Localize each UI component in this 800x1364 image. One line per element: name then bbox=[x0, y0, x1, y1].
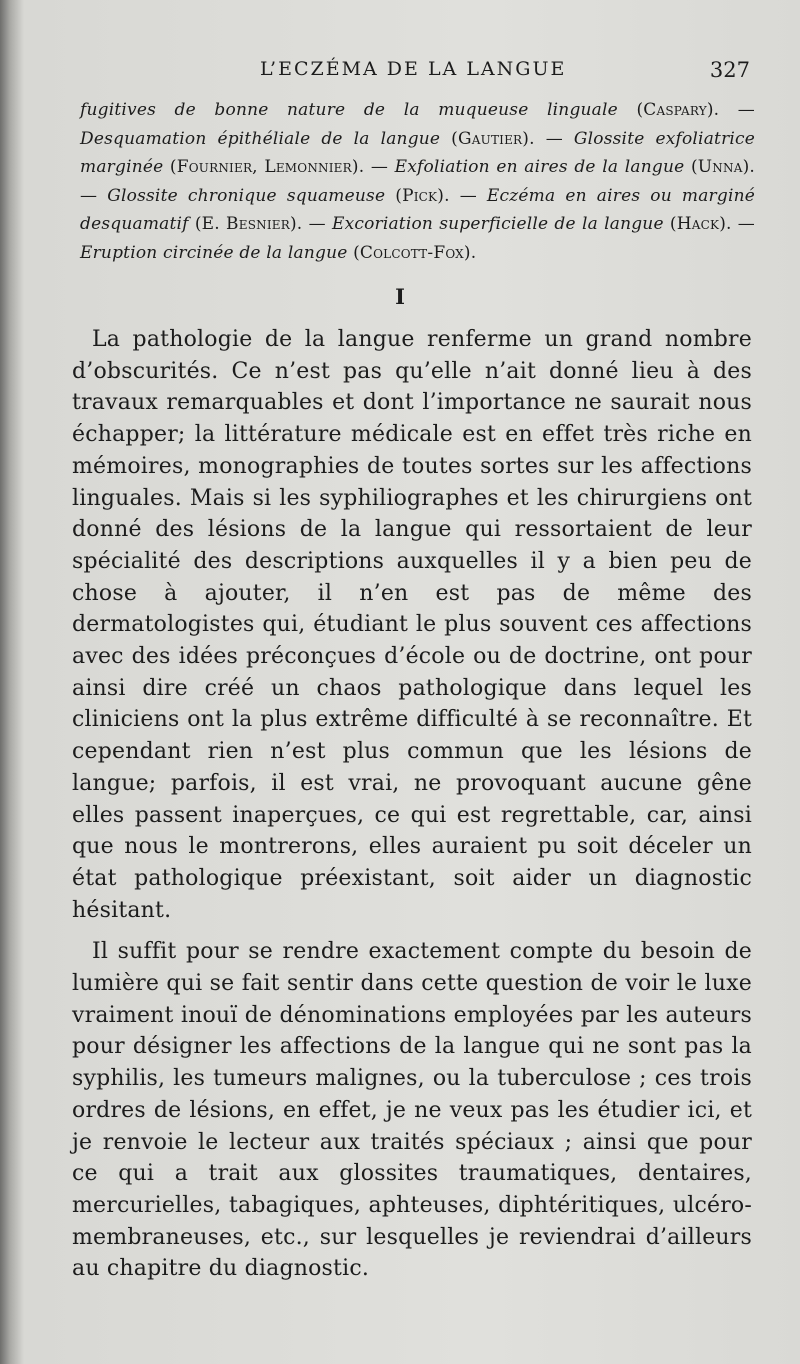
synonym-name: Desquamation épithéliale de la langue bbox=[80, 128, 441, 149]
synonym-name: Eruption circinée de la langue bbox=[80, 242, 348, 263]
paragraph: Il suffit pour se rendre exactement compte du besoin de lumière qui se fait sentir dans cette question de voir le luxe vraiment inouï de dénominations employées par les auteurs pour désigner les affections de la langue qui ne sont pas la syphilis, les tumeurs malignes, ou la tuberculose ; ces trois ordres de lésions, en effet, je ne veux pas les étudier ici, et je renvoie le lecteur aux traités spéciaux ; ainsi que pour ce qui a trait aux glossites traumatiques, dentaires, mercurielles, tabagiques, aphteuses, diphtéritiques, ulcéro-membraneuses, etc., sur lesquelles je reviendrai d’ailleurs au chapitre du diagnostic. bbox=[72, 939, 752, 1282]
synonym-name: Eczéma en aires ou marginé desquamatif bbox=[80, 185, 756, 235]
synonym-author: Hack bbox=[676, 214, 720, 235]
synonym-author: Fournier, Lemonnier bbox=[176, 157, 352, 178]
synonym-name: Glossite exfoliatrice marginée bbox=[80, 128, 756, 178]
synonym-author: Gautier bbox=[457, 128, 523, 149]
page-number: 327 bbox=[709, 58, 750, 82]
running-title: L’ECZÉMA DE LA LANGUE bbox=[260, 58, 567, 80]
synonym-author: Unna bbox=[697, 157, 743, 178]
synonym-name: fugitives de bonne nature de la muqueuse linguale bbox=[80, 100, 618, 120]
paragraph: La pathologie de la langue renferme un grand nombre d’obscurités. Ce n’est pas qu’elle n’ait donné lieu à des travaux remarquables et dont l’importance ne saurait nous échapper; la littérature médicale est en effet très riche en mémoires, monographies de toutes sortes sur les affections linguales. Mais si les syphiliographes et les chirurgiens ont donné des lésions de la langue qui ressortaient de leur spécialité des descriptions auxquelles il y a bien peu de chose à ajouter, il n’en est pas de même des dermatologistes qui, étudiant le plus souvent ces affections avec des idées préconçues d’école ou de doctrine, ont pour ainsi dire créé un chaos pathologique dans lequel les cliniciens ont la plus extrême difficulté à se reconnaître. Et cependant rien n’est plus commun que les lésions de langue; parfois, il est vrai, ne provoquant aucune gêne elles passent inaperçues, ce qui est regrettable, car, ainsi que nous le montrerons, elles auraient pu soit déceler un état pathologique préexistant, soit aider un diagnostic hésitant. bbox=[72, 327, 752, 923]
synonym-name: Excoriation superficielle de la langue bbox=[331, 214, 664, 235]
synonym-author: E. Besnier bbox=[201, 214, 290, 235]
synonym-author: Colcott-Fox bbox=[359, 242, 464, 263]
synonym-name: Glossite chronique squameuse bbox=[107, 185, 386, 206]
synonym-name: Exfoliation en aires de la langue bbox=[394, 157, 685, 178]
synonym-author: Pick bbox=[402, 185, 438, 206]
section-heading: I bbox=[395, 284, 405, 309]
synonym-list: fugitives de bonne nature de la muqueuse linguale (Caspary). — Desquamation épithéliale de la langue (Gautier). — Glossite exfoliatrice marginée (Fournier, Lemonnier). — Exfoliation en aires de la langue (Unna). — Glossite chronique squameuse (Pick). — Eczéma en aires ou marginé desquamatif (E. Besnier). — Excoriation superficielle de la langue (Hack). — Eruption circinée de la langue (Colcott-Fox). bbox=[80, 100, 756, 263]
body-text bbox=[72, 324, 752, 1285]
synonym-author: Caspary bbox=[643, 100, 707, 120]
page-header bbox=[82, 54, 750, 88]
